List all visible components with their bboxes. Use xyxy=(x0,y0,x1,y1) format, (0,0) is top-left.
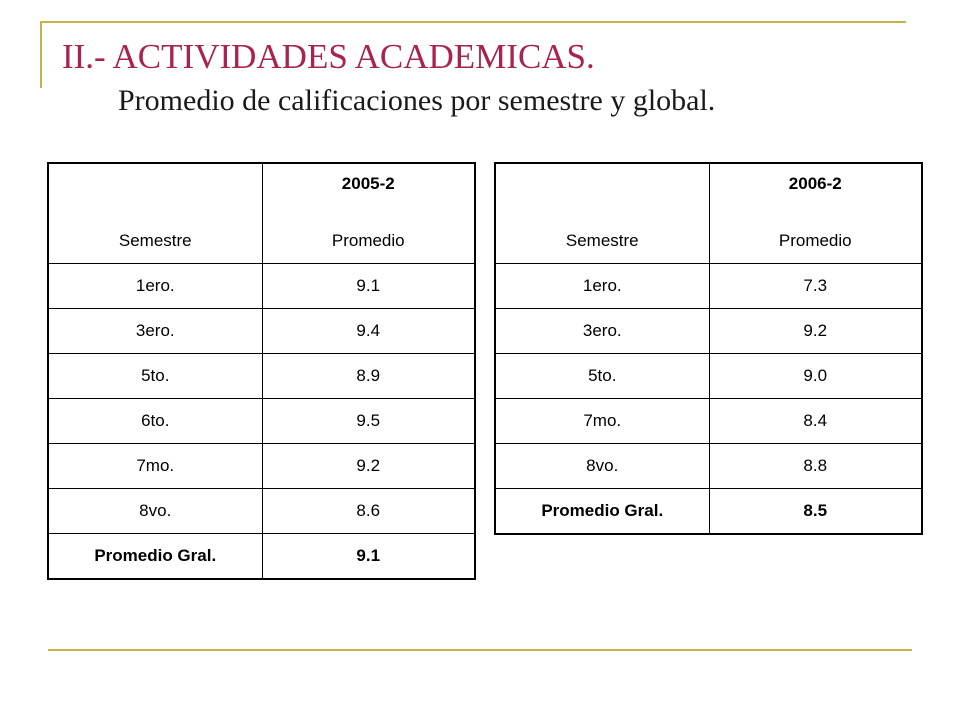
promedio-cell: 9.2 xyxy=(262,444,475,489)
top-rule xyxy=(40,21,906,23)
table-row xyxy=(48,354,475,399)
empty-corner-cell xyxy=(495,163,709,219)
table-row xyxy=(495,354,922,399)
promedio-cell: 9.2 xyxy=(709,309,922,354)
promedio-cell: 8.9 xyxy=(262,354,475,399)
semestre-cell: 5to. xyxy=(495,354,709,399)
grades-table-body xyxy=(495,163,922,534)
table-row xyxy=(495,309,922,354)
semestre-cell: 6to. xyxy=(48,399,262,444)
empty-corner-cell xyxy=(48,163,262,219)
period-cell: 2006-2 xyxy=(709,163,922,219)
promedio-cell: 9.5 xyxy=(262,399,475,444)
semestre-cell: 1ero. xyxy=(48,264,262,309)
promedio-cell: 8.6 xyxy=(262,489,475,534)
total-label-cell: Promedio Gral. xyxy=(48,534,262,580)
total-value-cell: 9.1 xyxy=(262,534,475,580)
header-row xyxy=(48,219,475,264)
semestre-cell: 8vo. xyxy=(48,489,262,534)
period-row xyxy=(495,163,922,219)
promedio-cell: 8.8 xyxy=(709,444,922,489)
promedio-cell: 9.4 xyxy=(262,309,475,354)
total-value-cell: 8.5 xyxy=(709,489,922,535)
column-header-semestre: Semestre xyxy=(495,219,709,264)
header-row xyxy=(495,219,922,264)
promedio-cell: 8.4 xyxy=(709,399,922,444)
grades-table-2006 xyxy=(494,162,923,535)
period-row xyxy=(48,163,475,219)
slide-title: II.- ACTIVIDADES ACADEMICAS. xyxy=(62,37,595,76)
table-row xyxy=(48,399,475,444)
semestre-cell: 3ero. xyxy=(495,309,709,354)
total-row xyxy=(495,489,922,535)
table-row xyxy=(48,444,475,489)
column-header-semestre: Semestre xyxy=(48,219,262,264)
semestre-cell: 8vo. xyxy=(495,444,709,489)
semestre-cell: 7mo. xyxy=(48,444,262,489)
period-cell: 2005-2 xyxy=(262,163,475,219)
semestre-cell: 1ero. xyxy=(495,264,709,309)
table-row xyxy=(495,264,922,309)
grades-table-body xyxy=(48,163,475,579)
slide-subtitle: Promedio de calificaciones por semestre y global. xyxy=(118,84,716,117)
promedio-cell: 7.3 xyxy=(709,264,922,309)
table-row xyxy=(495,444,922,489)
total-label-cell: Promedio Gral. xyxy=(495,489,709,535)
semestre-cell: 3ero. xyxy=(48,309,262,354)
table-row xyxy=(48,264,475,309)
table-row xyxy=(495,399,922,444)
grades-table-2005 xyxy=(47,162,476,580)
semestre-cell: 5to. xyxy=(48,354,262,399)
bottom-rule xyxy=(48,649,912,651)
table-row xyxy=(48,309,475,354)
left-rule xyxy=(40,21,42,88)
column-header-promedio: Promedio xyxy=(262,219,475,264)
semestre-cell: 7mo. xyxy=(495,399,709,444)
promedio-cell: 9.1 xyxy=(262,264,475,309)
total-row xyxy=(48,534,475,580)
table-row xyxy=(48,489,475,534)
promedio-cell: 9.0 xyxy=(709,354,922,399)
column-header-promedio: Promedio xyxy=(709,219,922,264)
